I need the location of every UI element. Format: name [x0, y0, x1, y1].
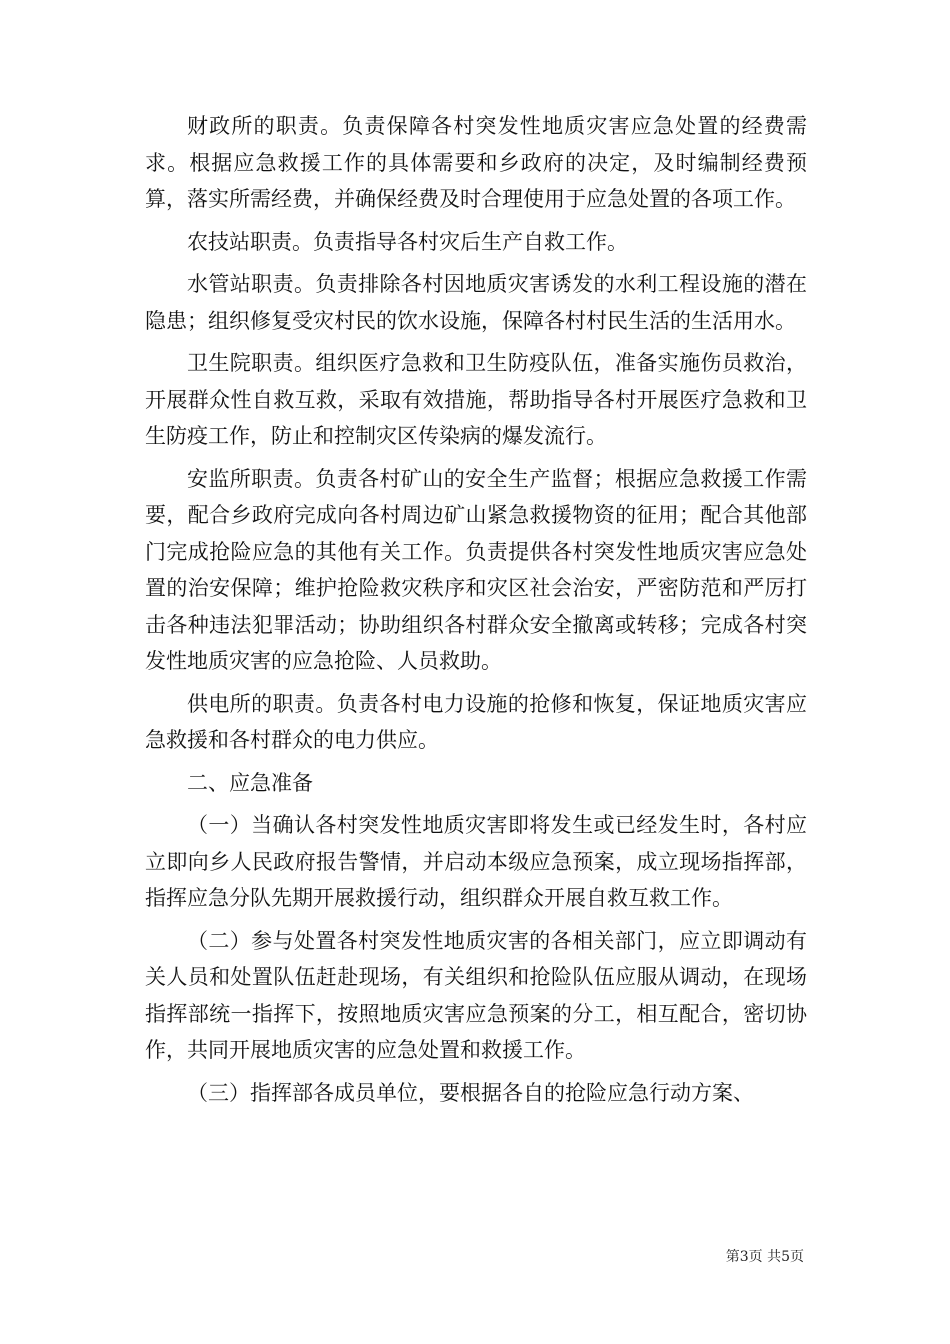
paragraph-item-1: （一）当确认各村突发性地质灾害即将发生或已经发生时，各村应立即向乡人民政府报告警情，并启动本级应急预案，成立现场指挥部，指挥应急分队先期开展救援行动，组织群众开展自救互救工作。: [145, 813, 807, 910]
page-number-footer: [726, 1248, 804, 1266]
paragraph-agri-tech-station: 农技站职责。负责指导各村灾后生产自救工作。: [187, 229, 628, 254]
paragraph-safety-office: 安监所职责。负责各村矿山的安全生产监督；根据应急救援工作需要，配合乡政府完成向各村周边矿山紧急救援物资的征用；配合其他部门完成抢险应急的其他有关工作。负责提供各村突发性地质灾害应急处置的治安保障；维护抢险救灾秩序和灾区社会治安，严密防范和严厉打击各种违法犯罪活动；协助组织各村群众安全撤离或转移；完成各村突发性地质灾害的应急抢险、人员救助。: [145, 466, 807, 673]
document-body: [145, 108, 807, 1117]
section-heading-emergency-preparation: 二、应急准备: [187, 770, 313, 795]
paragraph-finance-office: 财政所的职责。负责保障各村突发性地质灾害应急处置的经费需求。根据应急救援工作的具体需要和乡政府的决定，及时编制经费预算，落实所需经费，并确保经费及时合理使用于应急处置的各项工作。: [145, 114, 807, 211]
paragraph-health-center: 卫生院职责。组织医疗急救和卫生防疫队伍，准备实施伤员救治，开展群众性自救互救，采取有效措施，帮助指导各村开展医疗急救和卫生防疫工作，防止和控制灾区传染病的爆发流行。: [145, 351, 807, 448]
footer-middle: 页 共: [748, 1249, 782, 1265]
paragraph-water-station: 水管站职责。负责排除各村因地质灾害诱发的水利工程设施的潜在隐患；组织修复受灾村民的饮水设施，保障各村村民生活的生活用水。: [145, 272, 807, 333]
footer-prefix: 第: [725, 1249, 740, 1265]
footer-total-pages: 5: [781, 1249, 790, 1265]
paragraph-item-3: （三）指挥部各成员单位，要根据各自的抢险应急行动方案、: [187, 1080, 754, 1105]
paragraph-power-office: 供电所的职责。负责各村电力设施的抢修和恢复，保证地质灾害应急救援和各村群众的电力供应。: [145, 691, 807, 752]
paragraph-item-2: （二）参与处置各村突发性地质灾害的各相关部门，应立即调动有关人员和处置队伍赶赴现场，有关组织和抢险队伍应服从调动，在现场指挥部统一指挥下，按照地质灾害应急预案的分工，相互配合，密切协作，共同开展地质灾害的应急处置和救援工作。: [145, 928, 807, 1062]
footer-current-page: 3: [739, 1249, 749, 1265]
footer-suffix: 页: [790, 1249, 804, 1265]
